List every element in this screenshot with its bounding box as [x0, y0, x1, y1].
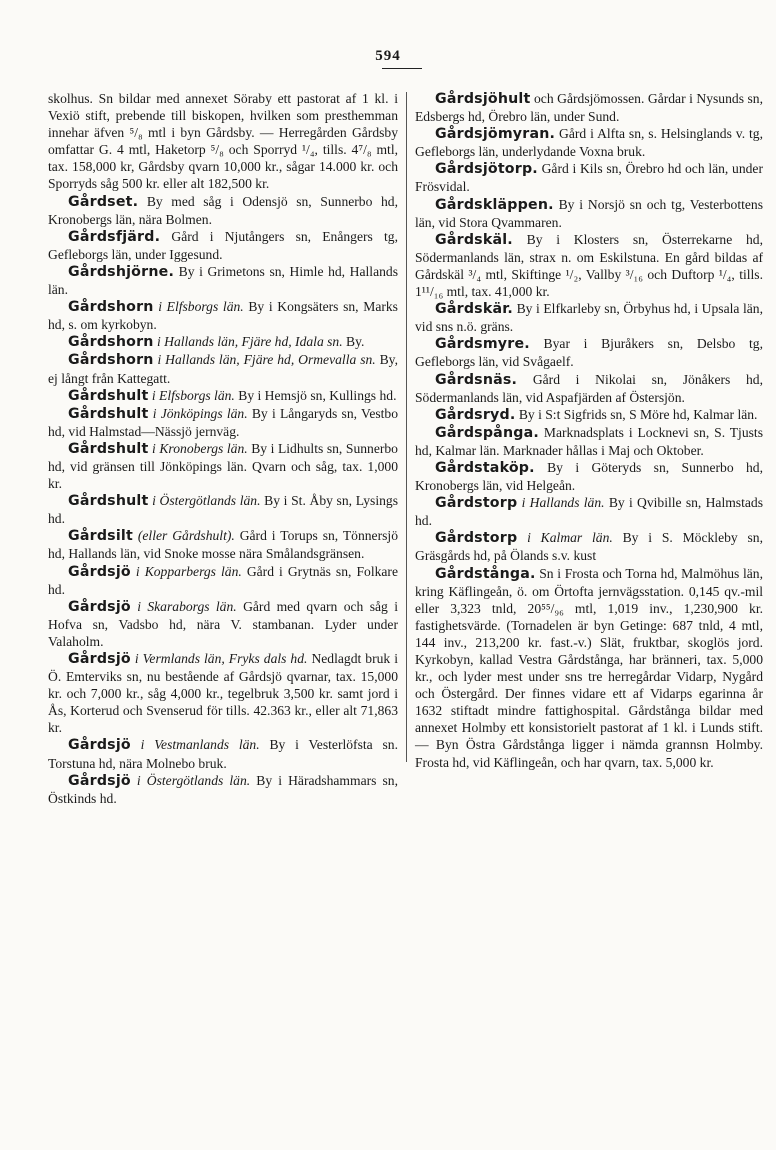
dictionary-entry: [415, 160, 763, 195]
dictionary-entry: [48, 650, 398, 736]
right-column: [415, 90, 763, 771]
entry-text: Gård i Grytnäs sn, Folkare hd.: [48, 563, 398, 597]
dictionary-entry: [48, 263, 398, 298]
entry-text: By i Norsjö sn och tg, Vesterbottens län, vid Stora Qvammaren.: [415, 196, 763, 230]
entry-headword: Gårdshult: [68, 440, 149, 457]
dictionary-entry: [415, 529, 763, 564]
entry-text: Gård med qvarn och såg i Hofva sn, Vadsbo hd, nära V. stambanan. Lyder under Valaholm.: [48, 598, 398, 649]
entry-headword: Gårdsjö: [68, 737, 131, 754]
entry-text: Sn i Frosta och Torna hd, Malmöhus län, kring Käflingeån, ö. om Örtofta jernvägsstation. 0,145 qv.-mil eller 3,323 tnld, 20⁵⁵/₉₆ mtl, 1,019 inv., 1,230,900 kr. fastighetsvärde. (Tornadelen är byn Getinge: 687 tnld, 4 mtl, 144 inv., 213,200 kr. fast.-v.) Slät, fruktbar, skoglös jord. Kyrkobyn, kallad Vestra Gårdstånga, har bränneri, tax. 5,000 kr., och lyder mest under sns tre herregårdar Vidarp, Nygård och Östergård. Der finnes vidare ett af Vidarps egarinna år 1632 stiftadt mindre fattighospital. Gårdstånga bildar med annexet Holmby ett konsistorielt pastorat af 1 kl. i Lunds stift. — Byn Östra Gårdstånga ligger i nämda grannsn Holmby. Frosta hd, vid Käflingeån, och har qvarn, tax. 5,000 kr.: [415, 565, 763, 770]
entry-text: Marknadsplats i Locknevi sn, S. Tjusts hd, Kalmar län. Marknader hållas i Maj och Oktober.: [415, 424, 763, 458]
entry-qualifier: i Vermlands län, Fryks dals hd.: [134, 651, 308, 666]
dictionary-entry: [415, 459, 763, 494]
entry-qualifier: i Hallands län.: [521, 495, 605, 511]
entry-headword: Gårdstorp: [435, 530, 518, 547]
entry-text: By i S. Möckleby sn, Gräsgårds hd, på Ölands s.v. kust: [415, 530, 763, 564]
entry-qualifier: i Elfsborgs län.: [151, 387, 235, 403]
entry-qualifier: i Östergötlands län.: [136, 772, 251, 788]
entry-headword: Gårdstaköp.: [435, 459, 535, 476]
dictionary-entry: [48, 563, 398, 598]
entry-qualifier: i Hallands län, Fjäre hd, Ormevalla sn.: [157, 352, 376, 368]
entry-headword: Gårdshult: [68, 493, 149, 510]
dictionary-entry: [48, 527, 398, 562]
header-rule: [382, 68, 422, 69]
entry-headword: Gårdsjö: [68, 651, 131, 667]
entry-text: By i Qvibille sn, Halmstads hd.: [415, 495, 763, 529]
dictionary-entry: [48, 492, 398, 527]
column-divider: [406, 92, 407, 762]
entry-text: Gård i Torups sn, Tönnersjö hd, Hallands län, vid Snoke mosse nära Smålandsgränsen.: [48, 528, 398, 562]
entry-text: By, ej långt från Kattegatt.: [48, 352, 398, 386]
entry-text: By i St. Åby sn, Lysings hd.: [48, 493, 398, 527]
entry-qualifier: i Kronobergs län.: [152, 440, 248, 456]
entry-text: skolhus. Sn bildar med annexet Söraby ett pastorat af 1 kl. i Vexiö stift, prebende till biskopen, hvilken som presthemman innehar äfven ⁵/₈ mtl i byn Gårdsby. — Herregården Gårdsby omfattar G. 4 mtl, Haketorp ⁵/₈ och Sporryd ¹/₄, tills. 4⁷/₈ mtl, tax. 158,000 kr, Gårdsby qvarn 10,000 kr., sågar 14.000 kr. och Sporryds såg 500 kr. eller alt 182,500 kr.: [48, 91, 398, 192]
entry-headword: Gårdsnäs.: [435, 371, 518, 388]
entry-headword: Gårdsjö: [68, 563, 131, 580]
dictionary-entry: [48, 440, 398, 492]
entry-headword: Gårdsfjärd.: [68, 228, 161, 245]
entry-headword: Gårdsjötorp.: [435, 161, 538, 178]
entry-headword: Gårdsjömyran.: [435, 126, 556, 143]
entry-qualifier: i Östergötlands län.: [152, 493, 261, 509]
entry-qualifier: i Vestmanlands län.: [140, 737, 260, 753]
entry-qualifier: i Kopparbergs län.: [135, 563, 242, 579]
entry-text: By i Grimetons sn, Himle hd, Hallands län.: [48, 263, 398, 298]
dictionary-entry: [415, 335, 763, 370]
entry-qualifier: i Jönköpings län.: [152, 405, 248, 421]
entry-headword: Gårdsryd.: [435, 406, 516, 423]
page-number: 594: [375, 48, 401, 64]
entry-text: By i S:t Sigfrids sn, S Möre hd, Kalmar län.: [518, 406, 758, 422]
entry-text: Byar i Bjuråkers sn, Delsbo tg, Gefleborgs län, vid Svågaelf.: [415, 336, 763, 370]
entry-text: By i Häradshammars sn, Östkinds hd.: [48, 772, 398, 806]
entry-headword: Gårdshult: [68, 387, 149, 404]
entry-text: By i Elfkarleby sn, Örbyhus hd, i Upsala län, vid sns n.ö. gräns.: [415, 301, 763, 335]
entry-text: By.: [346, 334, 365, 350]
entry-text: By med såg i Odensjö sn, Sunnerbo hd, Kronobergs län, nära Bolmen.: [48, 193, 398, 227]
entry-headword: Gårdsjö: [68, 772, 131, 789]
entry-headword: Gårdsmyre.: [435, 336, 530, 353]
entry-text: Gård i Njutångers sn, Enångers tg, Gefleborgs län, under Iggesund.: [48, 228, 398, 262]
entry-text: By i Kongsäters sn, Marks hd, s. om kyrkobyn.: [48, 299, 398, 333]
entry-text: By i Långaryds sn, Vestbo hd, vid Halmstad—Nässjö jernväg.: [48, 405, 399, 439]
entry-headword: Gårdskläppen.: [435, 196, 554, 213]
dictionary-entry: [48, 387, 398, 405]
entry-headword: Gårdstånga.: [435, 565, 536, 582]
entry-headword: Gårdshult: [68, 405, 149, 422]
dictionary-entry: [415, 300, 763, 335]
entry-headword: Gårdshjörne.: [68, 263, 175, 280]
entry-qualifier: i Skaraborgs län.: [137, 598, 237, 614]
dictionary-entry: [48, 405, 398, 440]
entry-qualifier: i Elfsborgs län.: [158, 299, 244, 315]
dictionary-entry: [415, 494, 763, 529]
entry-headword: Gårdsjö: [68, 598, 131, 615]
entry-text: By i Vesterlöfsta sn. Torstuna hd, nära Molnebo bruk.: [48, 737, 398, 771]
entry-text: By i Klosters sn, Österrekarne hd, Södermanlands län, strax n. om Eskilstuna. En gård bildas af Gårdskäl ³/₄ mtl, Skiftinge ¹/₂, Vallby ³/₁₆ och Duftorp ¹/₄, tills. 1¹¹/₁₆ mtl, tax. 41,000 kr.: [415, 231, 763, 300]
entry-text: Gård i Alfta sn, s. Helsinglands v. tg, Gefleborgs län, underlydande Voxna bruk.: [415, 126, 763, 160]
dictionary-entry: [415, 125, 763, 160]
dictionary-entry: [48, 351, 398, 386]
dictionary-entry: [415, 196, 763, 231]
dictionary-entry: [48, 736, 398, 771]
entry-headword: Gårdshorn: [68, 352, 154, 369]
entry-headword: Gårdstorp: [435, 495, 518, 512]
entry-qualifier: i Hallands län, Fjäre hd, Idala sn.: [156, 334, 343, 350]
entry-headword: Gårdshorn: [68, 334, 154, 351]
dictionary-entry: [415, 565, 763, 771]
entry-text: och Gårdsjömossen. Gårdar i Nysunds sn, Edsbergs hd, Örebro län, under Sund.: [415, 91, 763, 125]
dictionary-entry: [48, 598, 398, 650]
dictionary-entry: [48, 772, 398, 807]
dictionary-entry: [48, 193, 398, 228]
entry-text: By i Göteryds sn, Sunnerbo hd, Kronobergs län, vid Helgeån.: [415, 459, 763, 494]
entry-text: By i Lidhults sn, Sunnerbo hd, vid gränsen till Jönköpings län. Qvarn och såg, tax. 1,000 kr.: [48, 440, 398, 492]
dictionary-entry: [48, 90, 398, 193]
dictionary-entry: [415, 231, 763, 300]
entry-text: Gård i Nikolai sn, Jönåkers hd, Södermanlands län, vid Aspafjärden af Östersjön.: [415, 371, 763, 405]
entry-headword: Gårdsjöhult: [435, 91, 531, 107]
entry-headword: Gårdshorn: [68, 299, 154, 316]
entry-qualifier: i Kalmar län.: [527, 530, 613, 546]
entry-headword: Gårdskäl.: [435, 231, 513, 248]
left-column: [48, 90, 398, 807]
dictionary-entry: [415, 406, 763, 424]
entry-text: By i Hemsjö sn, Kullings hd.: [238, 387, 397, 403]
entry-text: Gård i Kils sn, Örebro hd och län, under Frösvidal.: [415, 161, 763, 195]
dictionary-entry: [415, 90, 763, 125]
dictionary-entry: [415, 371, 763, 406]
entry-headword: Gårdsilt: [68, 528, 133, 545]
entry-headword: Gårdspånga.: [435, 424, 539, 441]
entry-qualifier: (eller Gårdshult).: [137, 528, 235, 544]
dictionary-entry: [48, 333, 398, 351]
dictionary-entry: [415, 424, 763, 459]
dictionary-entry: [48, 228, 398, 263]
dictionary-entry: [48, 298, 398, 333]
entry-text: Nedlagdt bruk i Ö. Emterviks sn, nu bestående af Gårdsjö qvarnar, tax. 15,000 kr. och 7,000 kr., såg 4,000 kr., tegelbruk 3,500 kr. samt jord i Ås, Korterud och Svenserud för tills. 42.363 kr., eller alt 71,863 kr.: [48, 651, 398, 736]
entry-headword: Gårdskär.: [435, 301, 513, 318]
entry-headword: Gårdset.: [68, 193, 139, 210]
